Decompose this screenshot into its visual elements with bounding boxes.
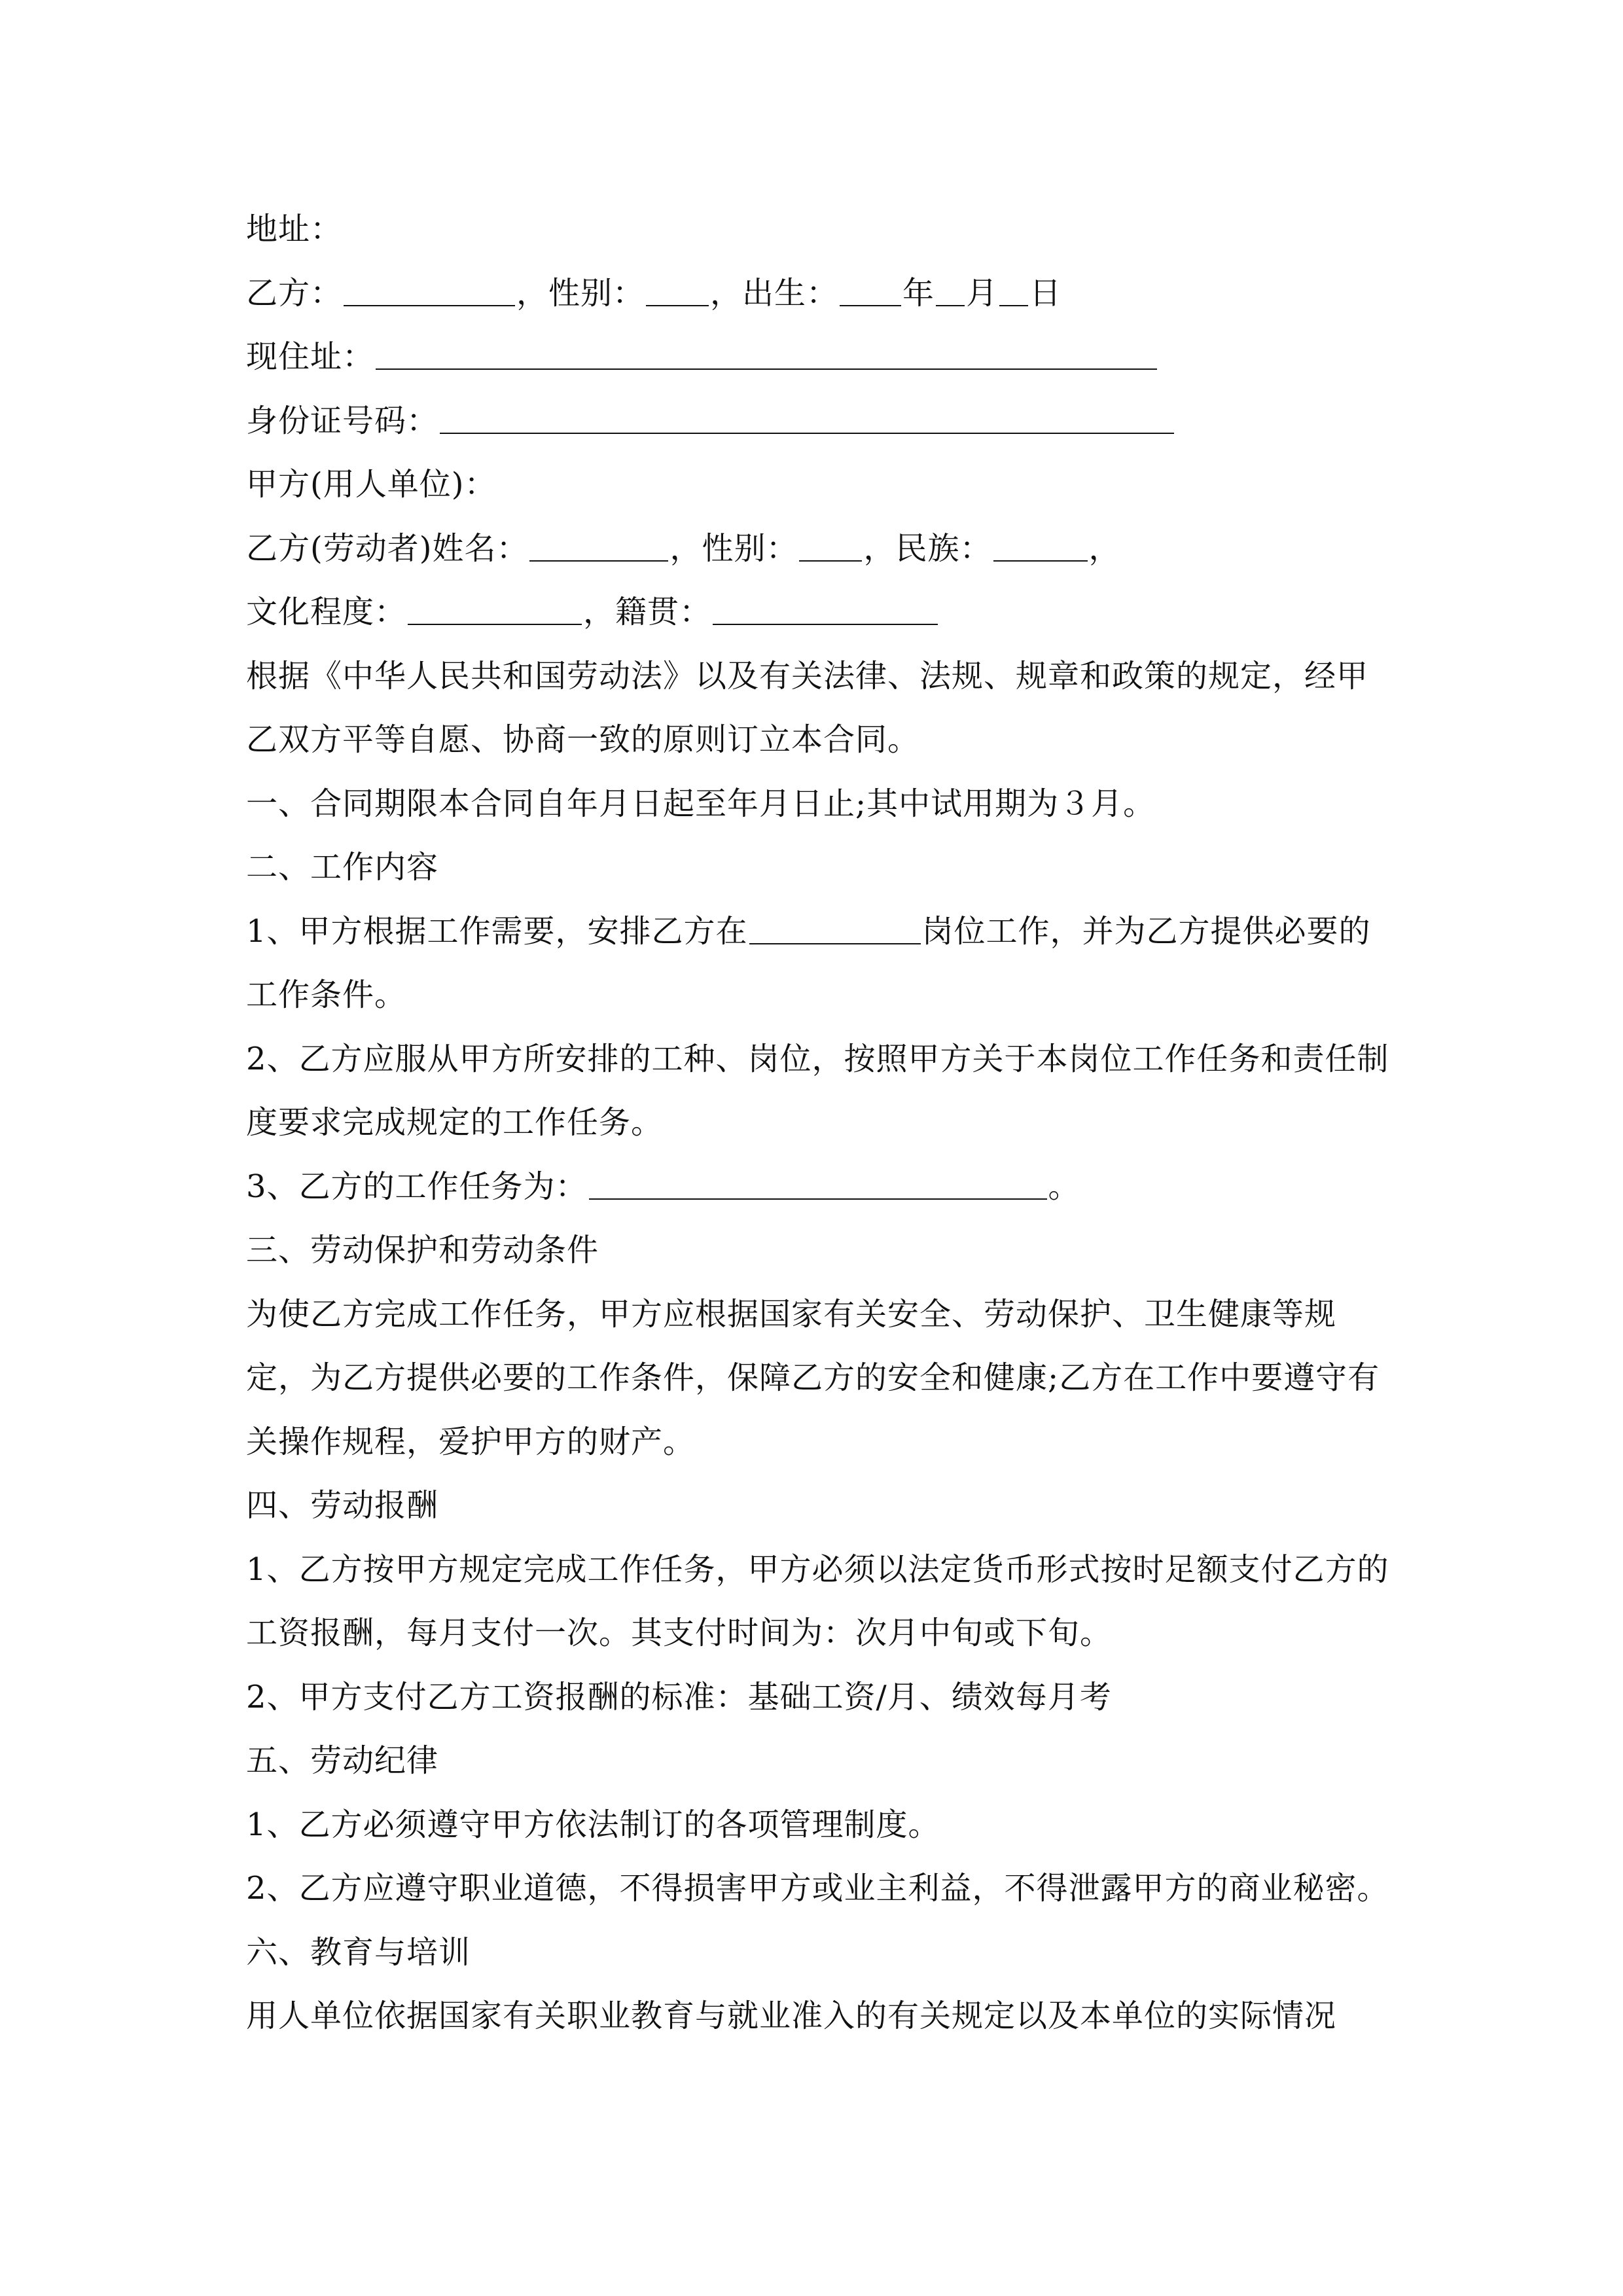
party-a-employer-line	[246, 453, 1398, 517]
section-2-item-1-post: 岗位工作，并为乙方提供必要的工作条件。	[246, 912, 1371, 1013]
section-3-title: 三、劳动保护和劳动条件	[246, 1232, 599, 1268]
section-5-item-2: 2、乙方应遵守职业道德，不得损害甲方或业主利益，不得泄露甲方的商业秘密。	[246, 1870, 1389, 1907]
section-2-item-3	[246, 1155, 1398, 1219]
origin-blank[interactable]	[713, 598, 938, 625]
laborer-ethnicity-label: ，民族：	[863, 529, 992, 567]
section-1-term: 一、合同期限本合同自年月日起至年月日止;其中试用期为３月。	[246, 785, 1156, 822]
section-2-item-1	[246, 900, 1398, 1028]
contract-body	[246, 198, 1398, 2049]
section-6-title: 六、教育与培训	[246, 1933, 471, 1971]
current-address-line	[246, 325, 1398, 389]
id-number-label: 身份证号码：	[246, 402, 439, 439]
address-line	[246, 198, 1398, 262]
laborer-line-end: ，	[1088, 529, 1121, 567]
address-label: 地址：	[246, 211, 343, 247]
current-address-blank[interactable]	[376, 342, 1157, 370]
section-6-body: 用人单位依据国家有关职业教育与就业准入的有关规定以及本单位的实际情况	[246, 1998, 1337, 2034]
birth-year-blank[interactable]	[840, 279, 901, 306]
day-label: 日	[1029, 274, 1062, 312]
preamble-paragraph: 根据《中华人民共和国劳动法》以及有关法律、法规、规章和政策的规定，经甲乙双方平等自愿、协商一致的原则订立本合同。	[246, 657, 1369, 758]
laborer-line	[246, 517, 1398, 581]
section-4-item-2: 2、甲方支付乙方工资报酬的标准：基础工资/月、绩效每月考	[246, 1678, 1112, 1715]
birth-day-blank[interactable]	[999, 279, 1028, 306]
section-3-body: 为使乙方完成工作任务，甲方应根据国家有关安全、劳动保护、卫生健康等规定，为乙方提供必要的工作条件，保障乙方的安全和健康;乙方在工作中要遵守有关操作规程，爱护甲方的财产。	[246, 1295, 1380, 1460]
party-b-name-blank[interactable]	[344, 279, 515, 306]
laborer-name-label: 乙方(劳动者)姓名：	[246, 529, 529, 567]
section-4-title: 四、劳动报酬	[246, 1487, 439, 1524]
party-b-gender-blank[interactable]	[646, 279, 709, 306]
section-2-item-2: 2、乙方应服从甲方所安排的工种、岗位，按照甲方关于本岗位工作任务和责任制度要求完成规定的工作任务。	[246, 1040, 1389, 1141]
laborer-gender-blank[interactable]	[799, 534, 862, 562]
month-label: 月	[966, 274, 999, 312]
party-b-gender-label: ，性别：	[516, 274, 645, 312]
education-label: 文化程度：	[246, 594, 407, 630]
section-2-item-3-post: 。	[1048, 1168, 1080, 1205]
current-address-label: 现住址：	[246, 338, 375, 375]
id-number-line	[246, 389, 1398, 454]
position-blank[interactable]	[749, 917, 921, 944]
section-5-item-1: 1、乙方必须遵守甲方依法制订的各项管理制度。	[246, 1806, 940, 1843]
education-blank[interactable]	[408, 598, 582, 625]
laborer-gender-label: ，性别：	[669, 529, 798, 567]
work-task-blank[interactable]	[589, 1172, 1047, 1200]
laborer-name-blank[interactable]	[529, 534, 668, 562]
laborer-ethnicity-blank[interactable]	[993, 534, 1088, 562]
section-2-item-3-pre: 3、乙方的工作任务为：	[246, 1168, 588, 1205]
section-5-title: 五、劳动纪律	[246, 1742, 439, 1779]
year-label: 年	[902, 274, 935, 312]
section-2-title: 二、工作内容	[246, 849, 439, 886]
party-b-birth-label: ，出生：	[710, 274, 839, 312]
origin-label: ，籍贯：	[583, 594, 712, 630]
education-line	[246, 581, 1398, 645]
section-2-item-1-pre: 1、甲方根据工作需要，安排乙方在	[246, 912, 748, 950]
id-number-blank[interactable]	[440, 406, 1174, 434]
party-b-line	[246, 262, 1398, 326]
birth-month-blank[interactable]	[936, 279, 965, 306]
party-a-employer-label: 甲方(用人单位)：	[246, 466, 497, 503]
party-b-label: 乙方：	[246, 274, 343, 312]
section-4-item-1: 1、乙方按甲方规定完成工作任务，甲方必须以法定货币形式按时足额支付乙方的工资报酬，每月支付一次。其支付时间为：次月中旬或下旬。	[246, 1551, 1389, 1651]
